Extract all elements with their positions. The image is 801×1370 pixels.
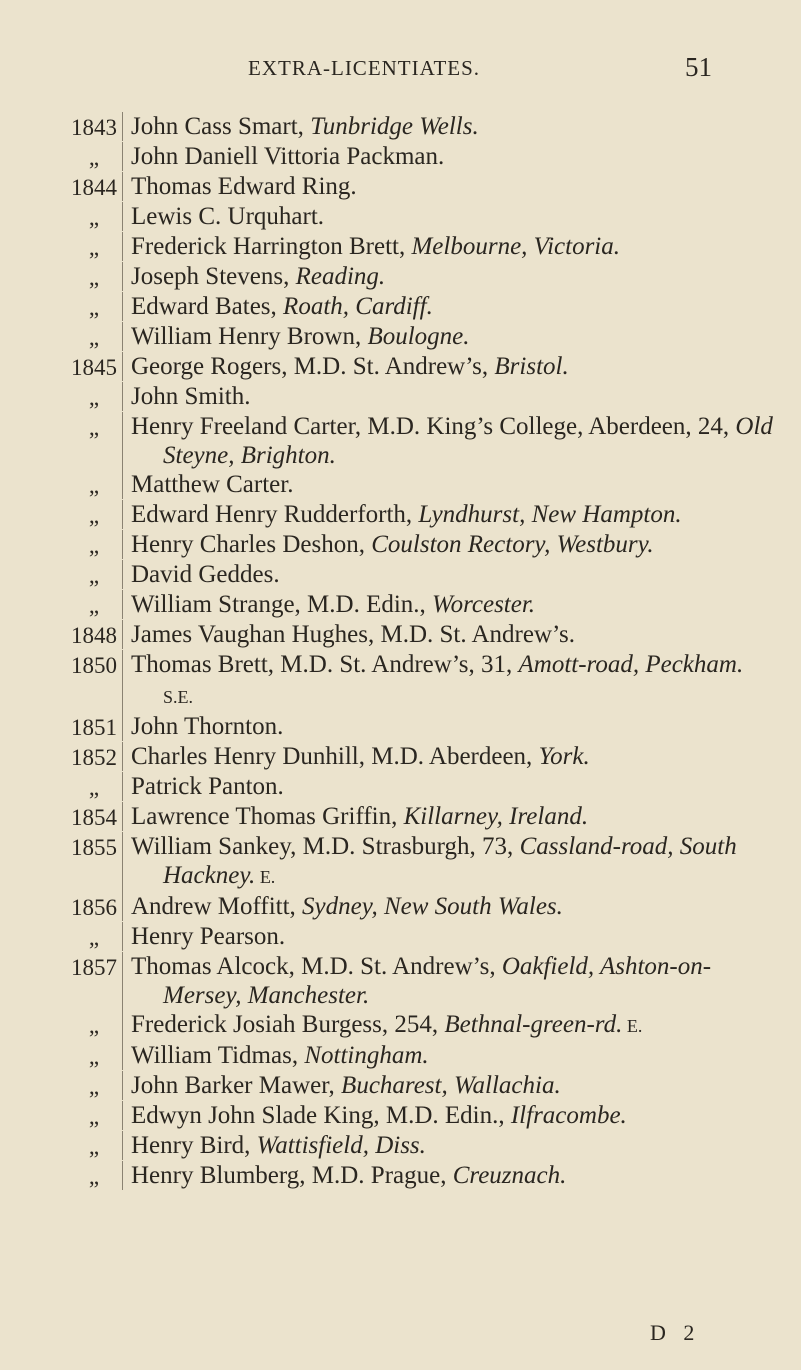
entry-place: Wattisfield, Diss. — [256, 1132, 426, 1159]
entry-text — [122, 952, 801, 1010]
entry-year-text: „ — [88, 775, 100, 800]
entry-postal-district: E. — [255, 867, 276, 887]
entry-place: Ilfracombe. — [510, 1102, 627, 1129]
entry-text — [122, 232, 801, 261]
entry-name: Edwyn John Slade King, M.D. Edin., — [131, 1102, 511, 1129]
entry-name: John Cass Smart, — [131, 113, 311, 140]
entry-place: Oakfield, Ashton-on-Mersey, Manchester. — [163, 953, 712, 1009]
entry-place: Lyndhurst, New Hampton. — [418, 501, 682, 528]
entry-text — [122, 1131, 801, 1160]
list-item — [0, 112, 801, 142]
entry-year — [0, 832, 122, 862]
entry-place: Worcester. — [432, 591, 536, 618]
entry-name: Lewis C. Urquhart. — [131, 203, 325, 230]
entry-text — [122, 742, 801, 771]
entry-year-text: „ — [88, 1074, 100, 1099]
entry-name: William Sankey, M.D. Strasburgh, 73, — [131, 833, 520, 860]
entry-text — [122, 650, 801, 712]
entry-year — [0, 560, 122, 590]
entry-year-text: „ — [88, 325, 100, 350]
list-item — [0, 832, 801, 892]
entry-text-wrap — [131, 202, 773, 231]
entry-name: John Barker Mawer, — [131, 1072, 342, 1099]
list-item — [0, 922, 801, 952]
entry-name: Thomas Alcock, M.D. St. Andrew’s, — [131, 953, 502, 980]
entry-name: Joseph Stevens, — [131, 263, 296, 290]
entry-text-wrap — [131, 530, 773, 559]
list-item — [0, 352, 801, 382]
list-item — [0, 772, 801, 802]
entry-name: Andrew Moffitt, — [131, 893, 303, 920]
entry-text-wrap — [131, 322, 773, 351]
entry-text-wrap — [131, 1131, 773, 1160]
entry-name: Henry Blumberg, M.D. Prague, — [131, 1162, 453, 1189]
entry-year-text: „ — [88, 265, 100, 290]
entry-year — [0, 322, 122, 352]
entry-text-wrap — [131, 1101, 773, 1130]
entry-name: William Strange, M.D. Edin., — [131, 591, 433, 618]
entry-name: Thomas Edward Ring. — [131, 173, 357, 200]
entry-year — [0, 112, 122, 142]
signature-mark: D 2 — [650, 1320, 701, 1345]
entry-text-wrap — [131, 142, 773, 171]
list-item — [0, 560, 801, 590]
entry-name: Matthew Carter. — [131, 471, 294, 498]
entry-text-wrap — [131, 1071, 773, 1100]
entry-text — [122, 560, 801, 589]
entry-text-wrap — [131, 620, 773, 649]
list-item — [0, 620, 801, 650]
entry-year — [0, 202, 122, 232]
entry-year-text: „ — [88, 593, 100, 618]
entry-postal-district: S.E. — [163, 687, 194, 707]
entry-year-text: „ — [88, 295, 100, 320]
list-item — [0, 322, 801, 352]
entry-text-wrap — [131, 500, 773, 529]
entry-place: Melbourne, Victoria. — [411, 233, 620, 260]
entry-year — [0, 1041, 122, 1071]
entry-year-text: „ — [88, 1104, 100, 1129]
entry-text — [122, 470, 801, 499]
entry-year — [0, 172, 122, 202]
entry-year — [0, 500, 122, 530]
page-number: 51 — [685, 52, 712, 82]
entry-year — [0, 1161, 122, 1191]
entry-place: Nottingham. — [304, 1042, 429, 1069]
entry-text-wrap — [131, 470, 773, 499]
entry-place: Cassland-road, South Hackney. — [163, 833, 737, 889]
entry-text-wrap — [131, 560, 773, 589]
entry-year — [0, 412, 122, 442]
entry-text — [122, 112, 801, 141]
entry-place: Coulston Rectory, Westbury. — [371, 531, 654, 558]
entry-text — [122, 1071, 801, 1100]
entry-text-wrap — [131, 1010, 773, 1041]
entry-year-text: 1856 — [71, 895, 117, 920]
list-item — [0, 1161, 801, 1191]
entry-year — [0, 772, 122, 802]
entry-name: Henry Charles Deshon, — [131, 531, 372, 558]
entry-year-text: 1857 — [71, 955, 117, 980]
list-item — [0, 530, 801, 560]
entry-year — [0, 470, 122, 500]
entry-name: James Vaughan Hughes, M.D. St. Andrew’s. — [131, 621, 575, 648]
entry-text — [122, 922, 801, 951]
entry-text — [122, 172, 801, 201]
entry-text-wrap — [131, 382, 773, 411]
entry-text — [122, 352, 801, 381]
entry-name: Frederick Josiah Burgess, 254, — [131, 1011, 445, 1038]
entry-place: York. — [538, 743, 590, 770]
entry-year — [0, 1071, 122, 1101]
entry-year-text: „ — [88, 473, 100, 498]
entry-place: Old Steyne, Brighton. — [163, 413, 773, 469]
list-item — [0, 1041, 801, 1071]
entry-year-text: „ — [88, 145, 100, 170]
entry-text-wrap — [131, 1161, 773, 1190]
entry-year-text: 1854 — [71, 805, 117, 830]
entry-year-text: 1855 — [71, 835, 117, 860]
entry-year — [0, 292, 122, 322]
entry-year — [0, 590, 122, 620]
entry-year-text: „ — [88, 1044, 100, 1069]
entry-place: Bethnal-green-rd. — [444, 1011, 623, 1038]
entry-year-text: 1845 — [71, 355, 117, 380]
entry-year — [0, 352, 122, 382]
entry-name: Charles Henry Dunhill, M.D. Aberdeen, — [131, 743, 539, 770]
entry-year — [0, 262, 122, 292]
entry-name: George Rogers, M.D. St. Andrew’s, — [131, 353, 495, 380]
entry-name: William Henry Brown, — [131, 323, 368, 350]
entry-year — [0, 1101, 122, 1131]
entry-year — [0, 142, 122, 172]
entry-text-wrap — [131, 412, 773, 470]
entry-year-text: 1848 — [71, 623, 117, 648]
entry-text — [122, 202, 801, 231]
entry-text — [122, 1041, 801, 1070]
list-item — [0, 142, 801, 172]
entry-year — [0, 952, 122, 982]
entry-place: Boulogne. — [367, 323, 470, 350]
entry-year — [0, 742, 122, 772]
entry-year-text: „ — [88, 503, 100, 528]
entry-text-wrap — [131, 742, 773, 771]
entry-name: Edward Bates, — [131, 293, 284, 320]
entry-text-wrap — [131, 832, 773, 892]
entry-text-wrap — [131, 232, 773, 261]
entry-name: Edward Henry Rudderforth, — [131, 501, 419, 528]
list-item — [0, 892, 801, 922]
entry-text-wrap — [131, 172, 773, 201]
entry-year-text: „ — [88, 1013, 100, 1038]
entry-year — [0, 650, 122, 680]
entry-text-wrap — [131, 292, 773, 321]
entry-text-wrap — [131, 590, 773, 619]
list-item — [0, 412, 801, 470]
entry-name: Frederick Harrington Brett, — [131, 233, 412, 260]
entry-year-text: „ — [88, 205, 100, 230]
entry-year-text: „ — [88, 563, 100, 588]
entry-text — [122, 590, 801, 619]
entry-text — [122, 292, 801, 321]
entry-place: Reading. — [295, 263, 386, 290]
entry-year-text: „ — [88, 925, 100, 950]
entry-text-wrap — [131, 262, 773, 291]
entry-place: Killarney, Ireland. — [403, 803, 589, 830]
entry-year — [0, 530, 122, 560]
entry-year-text: „ — [88, 385, 100, 410]
entry-year — [0, 1131, 122, 1161]
list-item — [0, 202, 801, 232]
entry-text — [122, 530, 801, 559]
list-item — [0, 712, 801, 742]
entry-text-wrap — [131, 650, 773, 712]
list-item — [0, 172, 801, 202]
list-item — [0, 802, 801, 832]
entry-year — [0, 892, 122, 922]
entry-place: Bristol. — [494, 353, 569, 380]
entry-year — [0, 620, 122, 650]
entry-year-text: 1850 — [71, 653, 117, 678]
entry-text-wrap — [131, 952, 773, 1010]
list-item — [0, 262, 801, 292]
list-item — [0, 952, 801, 1010]
list-item — [0, 742, 801, 772]
entry-text — [122, 802, 801, 831]
entry-text — [122, 500, 801, 529]
running-header — [0, 52, 801, 86]
entry-name: Henry Pearson. — [131, 923, 286, 950]
list-item — [0, 470, 801, 500]
entry-year-text: 1843 — [71, 115, 117, 140]
entry-year-text: 1851 — [71, 715, 117, 740]
list-item — [0, 382, 801, 412]
entry-year-text: „ — [88, 533, 100, 558]
entry-text-wrap — [131, 352, 773, 381]
entry-text — [122, 1161, 801, 1190]
entry-place: Roath, Cardiff. — [283, 293, 433, 320]
licentiate-list — [0, 112, 801, 1191]
entry-name: Lawrence Thomas Griffin, — [131, 803, 404, 830]
list-item — [0, 500, 801, 530]
entry-text-wrap — [131, 1041, 773, 1070]
entry-year — [0, 382, 122, 412]
entry-place: Tunbridge Wells. — [310, 113, 479, 140]
list-item — [0, 650, 801, 712]
header-title: EXTRA-LICENTIATES. — [248, 56, 481, 80]
entry-text — [122, 620, 801, 649]
entry-name: William Tidmas, — [131, 1042, 305, 1069]
entry-name: Patrick Panton. — [131, 773, 284, 800]
entry-name: Henry Bird, — [131, 1132, 257, 1159]
entry-text — [122, 1010, 801, 1041]
list-item — [0, 292, 801, 322]
entry-text — [122, 142, 801, 171]
entry-year-text: „ — [88, 235, 100, 260]
entry-year-text: „ — [88, 1134, 100, 1159]
entry-year-text: 1852 — [71, 745, 117, 770]
entry-year — [0, 922, 122, 952]
list-item — [0, 1071, 801, 1101]
entry-year — [0, 1010, 122, 1040]
entry-text — [122, 1101, 801, 1130]
entry-text — [122, 892, 801, 921]
entry-name: Thomas Brett, M.D. St. Andrew’s, 31, — [131, 651, 519, 678]
entry-text — [122, 382, 801, 411]
entry-year-text: „ — [88, 1164, 100, 1189]
entry-text-wrap — [131, 922, 773, 951]
entry-text — [122, 712, 801, 741]
entry-name: John Smith. — [131, 383, 251, 410]
entry-name: Henry Freeland Carter, M.D. King’s College, Aberdeen, 24, — [131, 413, 736, 440]
entry-year — [0, 712, 122, 742]
entry-name: John Daniell Vittoria Packman. — [131, 143, 445, 170]
entry-text-wrap — [131, 772, 773, 801]
entry-text — [122, 412, 801, 470]
entry-place: Creuznach. — [452, 1162, 567, 1189]
entry-name: John Thornton. — [131, 713, 284, 740]
entry-text-wrap — [131, 112, 773, 141]
entry-postal-district: E. — [622, 1016, 643, 1036]
entry-name: David Geddes. — [131, 561, 280, 588]
list-item — [0, 1101, 801, 1131]
entry-year — [0, 232, 122, 262]
list-item — [0, 1131, 801, 1161]
entry-text-wrap — [131, 712, 773, 741]
list-item — [0, 232, 801, 262]
entry-place: Bucharest, Wallachia. — [341, 1072, 561, 1099]
entry-place: Amott-road, Peckham. — [518, 651, 744, 678]
entry-text — [122, 322, 801, 351]
list-item — [0, 1010, 801, 1041]
entry-year — [0, 802, 122, 832]
entry-text — [122, 772, 801, 801]
list-item — [0, 590, 801, 620]
entry-text — [122, 832, 801, 892]
entry-place: Sydney, New South Wales. — [302, 893, 563, 920]
entry-text — [122, 262, 801, 291]
entry-year-text: 1844 — [71, 175, 117, 200]
entry-text-wrap — [131, 802, 773, 831]
entry-text-wrap — [131, 892, 773, 921]
entry-year-text: „ — [88, 415, 100, 440]
